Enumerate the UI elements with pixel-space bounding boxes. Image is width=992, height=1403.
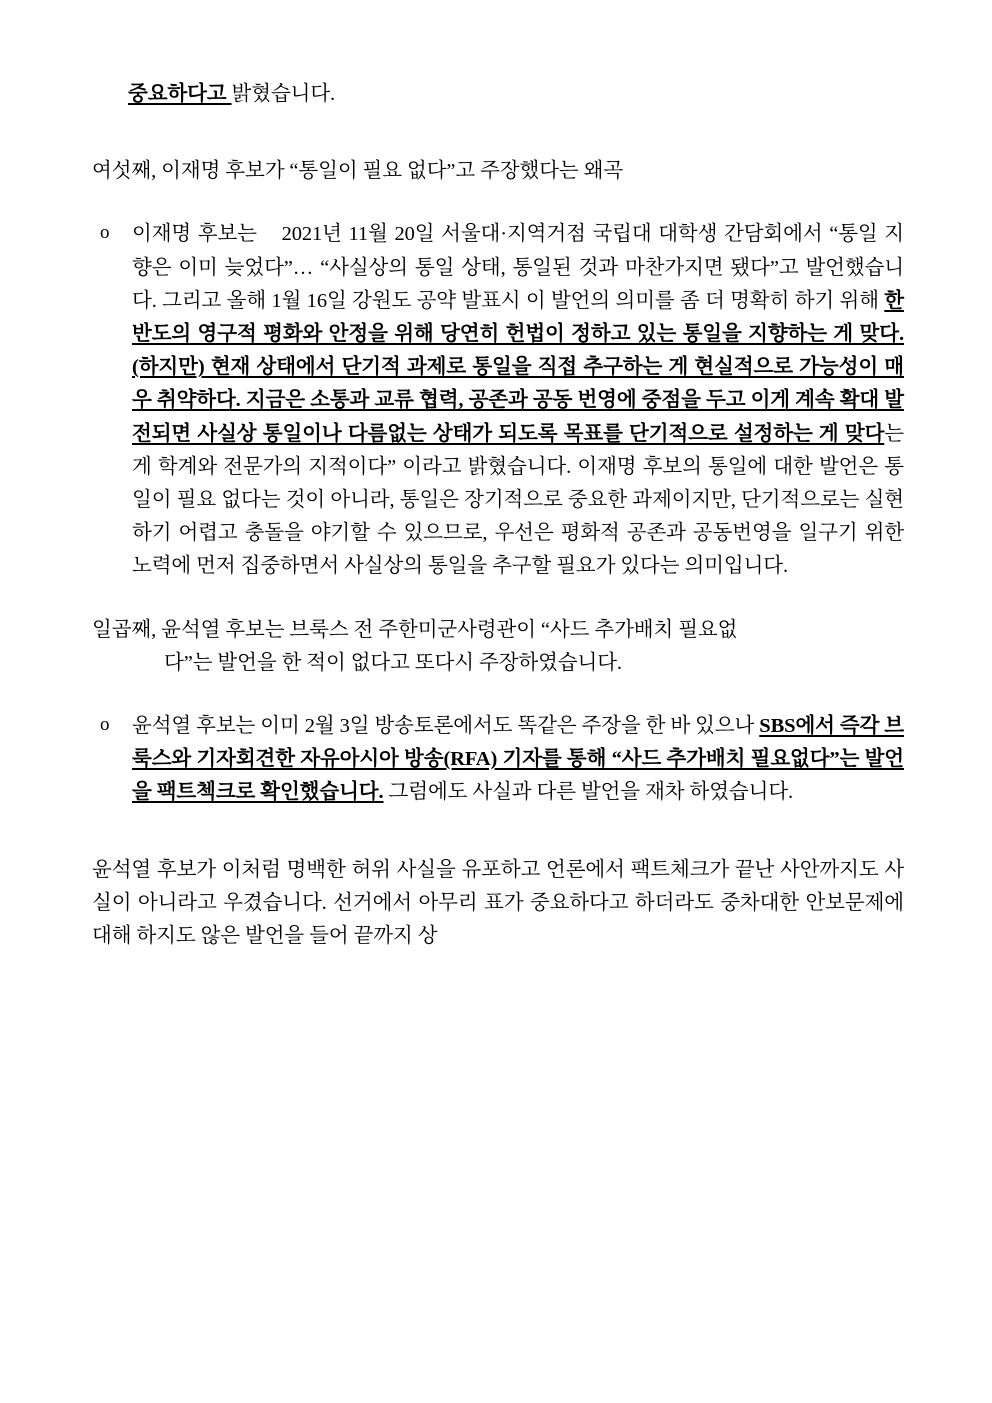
closing-paragraph: 윤석열 후보가 이처럼 명백한 허위 사실을 유포하고 언론에서 팩트체크가 끝난 사안까지도 사실이 아니라고 우겼습니다. 선거에서 아무리 표가 중요하다고 하더라도 중차대한 안보문제에 대해 하지도 않은 발언을 들어 끝까지 상	[92, 858, 904, 948]
bullet-marker: o	[100, 222, 110, 244]
heading-seventh-continuation: 다”는 발언을 한 적이 없다고 또다시 주장하였습니다.	[164, 651, 622, 674]
bullet-sixth-body-1: 2021년 11월 20일 서울대·지역거점 국립대 대학생 간담회에서 “통일 지향은 이미 늦었다”… “사실상의 통일 상태, 통일된 것과 마찬가지면 됐다”고 발언했습니다. 그리고 올해 1월 16일 강원도 공약 발표시 이 발언의 의미를 좀 더 명확히 하기 위해	[132, 223, 904, 312]
bullet-seventh-body-2: 그럼에도 사실과 다른 발언을 재차 하였습니다.	[383, 781, 794, 804]
bullet-sixth-item	[92, 218, 904, 583]
bullet-sixth-body-2: 는 게 학계와 전문가의 지적이다” 이라고 밝혔습니다. 이재명 후보의 통일에 대한 발언은 통일이 필요 없다는 것이 아니라, 통일은 장기적으로 중요한 과제이지만, 단기적으로는 실현하기 어렵고 충돌을 야기할 수 있으므로, 우선은 평화적 공존과 공동번영을 일구기 위한 노력에 먼저 집중하면서 사실상의 통일을 추구할 필요가 있다는 의미입니다.	[132, 422, 904, 578]
bullet-sixth-quote-highlight: 한반도의 영구적 평화와 안정을 위해 당연히 헌법이 정하고 있는 통일을 지향하는 게 맞다. (하지만) 현재 상태에서 단기적 과제로 통일을 직접 추구하는 게 현실적으로 가능성이 매우 취약하다. 지금은 소통과 교류 협력, 공존과 공동 번영에 중점을 두고 이게 계속 확대 발전되면 사실상 통일이나 다름없는 상태가 되도록 목표를 단기적으로 설정하는 게 맞다	[132, 289, 904, 445]
heading-seventh-claim	[92, 614, 904, 680]
bullet-seventh-body-1: 윤석열 후보는 이미 2월 3일 방송토론에서도 똑같은 주장을 한 바 있으나	[132, 715, 760, 738]
bullet-seventh-item	[92, 710, 904, 810]
bullet-marker: o	[100, 714, 110, 736]
continuation-bold-segment: 중요하다고	[128, 83, 232, 105]
bullet-sixth-intro: 이재명 후보는	[132, 223, 264, 246]
heading-sixth-claim: 여섯째, 이재명 후보가 “통일이 필요 없다”고 주장했다는 왜곡	[92, 160, 624, 183]
continuation-line	[92, 78, 904, 111]
continuation-plain-segment: 밝혔습니다.	[231, 83, 336, 105]
heading-seventh-first-line: 일곱째, 윤석열 후보는 브룩스 전 주한미군사령관이 “사드 추가배치 필요없	[92, 618, 738, 641]
bullet-seventh-factcheck-highlight: SBS에서 즉각 브룩스와 기자회견한 자유아시아 방송(RFA) 기자를 통해 “사드 추가배치 필요없다”는 발언을 팩트첵크로 확인했습니다.	[132, 715, 905, 804]
